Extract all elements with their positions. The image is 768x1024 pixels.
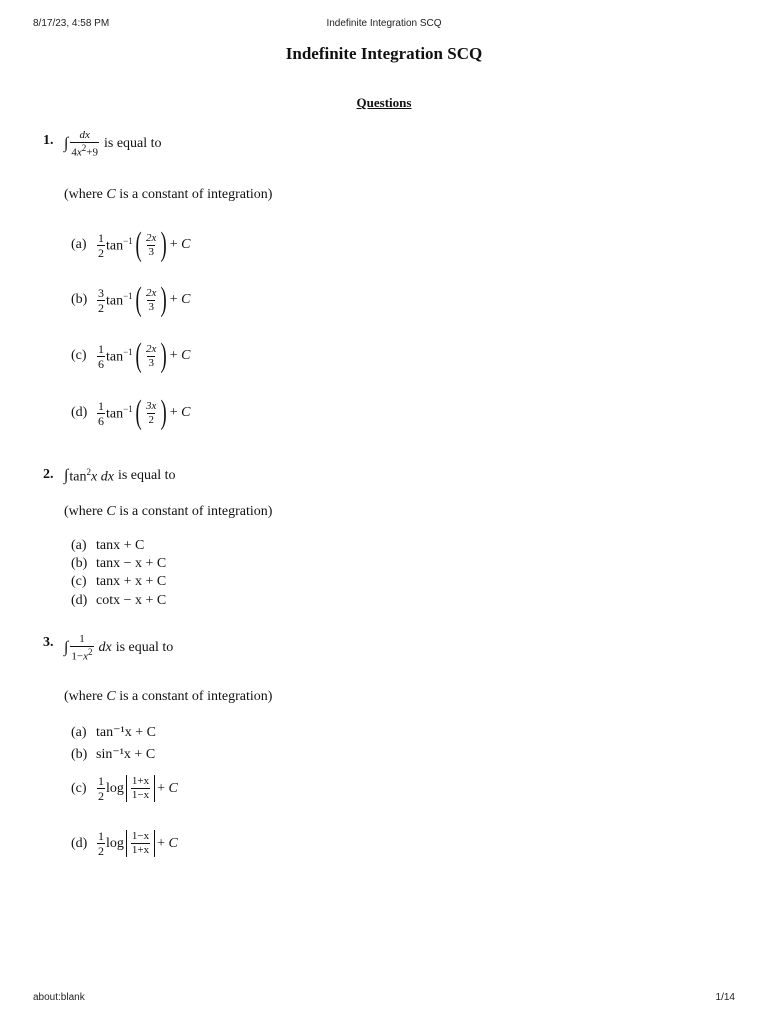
coefficient: $\frac{1}{2}$ bbox=[98, 774, 104, 803]
option-text: tanx + C bbox=[96, 538, 145, 553]
parenthesized-argument: ( $\frac{2x}{3}$ ) bbox=[135, 337, 168, 374]
question-note: (where C is a constant of integration) bbox=[64, 504, 273, 519]
option-label: (a) bbox=[71, 538, 87, 553]
answer-option: (c) $\frac{1}{6}$ $\tan^{-1}$ ( $\frac{2x}{3}$ ) + C bbox=[71, 337, 191, 374]
option-label: (d) bbox=[71, 593, 88, 608]
answer-option: (a) $\frac{1}{2}$ $\tan^{-1}$ ( $\frac{2x}{3}$ ) + C bbox=[71, 226, 191, 263]
fraction: $\frac{dx}{4x^2+9}$ bbox=[71, 129, 98, 159]
option-label: (c) bbox=[71, 348, 87, 363]
question-stem: ∫ $\frac{1}{1-x^2}$ dx is equal to bbox=[64, 633, 174, 663]
absolute-value: $\frac{1-x}{1+x}$ bbox=[126, 830, 155, 857]
parenthesized-argument: ( $\frac{2x}{3}$ ) bbox=[135, 226, 168, 263]
option-text: tan⁻¹x + C bbox=[96, 725, 156, 740]
option-label: (a) bbox=[71, 237, 87, 252]
option-label: (b) bbox=[71, 556, 88, 571]
question-note: (where C is a constant of integration) bbox=[64, 689, 273, 704]
option-text: sin⁻¹x + C bbox=[96, 747, 156, 762]
answer-option: (c) $\frac{1}{2}$ log $\frac{1+x}{1-x}$ + C bbox=[71, 774, 178, 803]
page-title: Indefinite Integration SCQ bbox=[285, 44, 483, 63]
question-stem: ∫ $\tan^2x$ dx is equal to bbox=[64, 467, 176, 485]
integral-symbol: ∫ bbox=[64, 639, 69, 657]
answer-option bbox=[71, 593, 166, 609]
question-number: 3. bbox=[43, 635, 54, 650]
option-label: (d) bbox=[71, 405, 88, 420]
coefficient: $\frac{1}{6}$ bbox=[98, 341, 104, 371]
fraction: $\frac{1}{1-x^2}$ bbox=[71, 633, 93, 663]
print-url: about:blank bbox=[33, 992, 85, 1003]
option-text: cotx − x + C bbox=[96, 593, 167, 608]
question-note: (where C is a constant of integration) bbox=[64, 187, 273, 202]
option-text: tanx + x + C bbox=[96, 574, 167, 589]
coefficient: $\frac{3}{2}$ bbox=[98, 285, 104, 315]
coefficient: $\frac{1}{2}$ bbox=[98, 230, 104, 260]
parenthesized-argument: ( $\frac{2x}{3}$ ) bbox=[135, 281, 168, 318]
answer-option: (b) $\frac{3}{2}$ $\tan^{-1}$ ( $\frac{2x}{3}$ ) + C bbox=[71, 281, 191, 318]
print-datetime: 8/17/23, 4:58 PM bbox=[33, 18, 110, 29]
print-doc-title: Indefinite Integration SCQ bbox=[326, 18, 442, 29]
option-label: (c) bbox=[71, 780, 87, 796]
stem-text: is equal to bbox=[117, 468, 176, 484]
answer-option: (d) $\frac{1}{2}$ log $\frac{1-x}{1+x}$ + C bbox=[71, 829, 178, 858]
option-text: tanx − x + C bbox=[96, 556, 167, 571]
answer-option bbox=[71, 556, 166, 572]
answer-option bbox=[71, 538, 144, 554]
question-number: 1. bbox=[43, 133, 54, 148]
page-number: 1/14 bbox=[715, 992, 735, 1003]
section-heading: Questions bbox=[356, 95, 412, 110]
answer-option bbox=[71, 574, 166, 590]
absolute-value: $\frac{1+x}{1-x}$ bbox=[126, 775, 155, 802]
integral-symbol: ∫ bbox=[64, 135, 69, 153]
stem-text: is equal to bbox=[115, 640, 174, 656]
option-label: (b) bbox=[71, 746, 88, 762]
answer-option bbox=[71, 746, 155, 763]
question-stem bbox=[64, 130, 162, 159]
option-label: (d) bbox=[71, 835, 88, 851]
answer-option: (d) $\frac{1}{6}$ $\tan^{-1}$ ( $\frac{3x}{2}$ ) + C bbox=[71, 394, 191, 431]
stem-text: is equal to bbox=[104, 136, 162, 152]
question-number: 2. bbox=[43, 467, 54, 482]
integral-symbol: ∫ bbox=[64, 467, 69, 485]
parenthesized-argument: ( $\frac{3x}{2}$ ) bbox=[135, 394, 168, 431]
option-label: (b) bbox=[71, 292, 88, 307]
coefficient: $\frac{1}{6}$ bbox=[98, 398, 104, 428]
coefficient: $\frac{1}{2}$ bbox=[98, 829, 104, 858]
option-label: (c) bbox=[71, 574, 87, 589]
answer-option bbox=[71, 724, 156, 741]
option-label: (a) bbox=[71, 724, 87, 740]
